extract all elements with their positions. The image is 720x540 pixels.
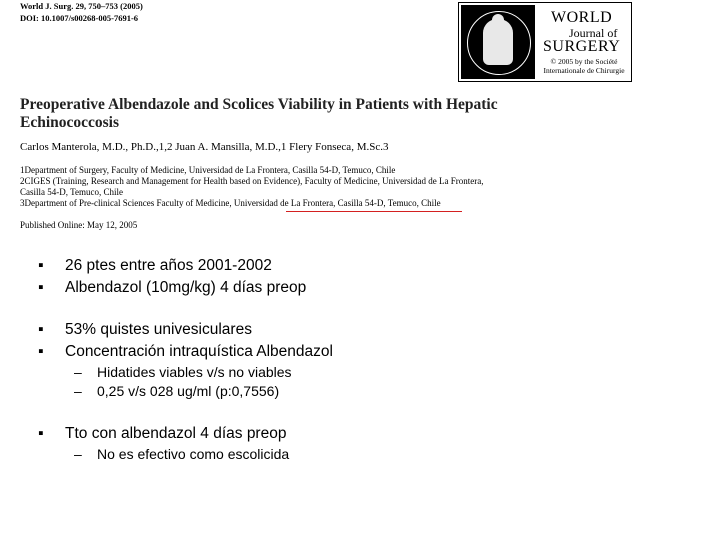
bullet-text: 53% quistes univesiculares	[65, 321, 252, 338]
logo-word-surgery: SURGERY	[543, 38, 621, 55]
author-list: Carlos Manterola, M.D., Ph.D.,1,2 Juan A. Mansilla, M.D.,1 Flery Fonseca, M.Sc.3	[20, 141, 389, 153]
sub-bullet-text: No es efectivo como escolicida	[97, 446, 290, 462]
society-seal-icon	[461, 5, 535, 79]
bullet-marker-icon: ▪	[38, 343, 44, 360]
journal-citation: World J. Surg. 29, 750–753 (2005)	[20, 1, 143, 11]
article-title-line2: Echinococcosis	[20, 114, 120, 131]
logo-copyright-line2: Internationale de Chirurgie	[543, 66, 625, 75]
affiliation-3: 3Department of Pre-clinical Sciences Faculty of Medicine, Universidad de La Frontera, Casilla 54-D, Temuco, Chile	[20, 198, 441, 208]
journal-logo	[458, 2, 632, 82]
sub-bullet-text: Hidatides viables v/s no viables	[97, 364, 292, 380]
logo-copyright	[539, 57, 629, 75]
affiliation-2-cont: Casilla 54-D, Temuco, Chile	[20, 187, 123, 197]
affiliation-list	[20, 165, 560, 209]
highlight-underline	[286, 211, 462, 212]
sub-bullet-marker-icon: –	[74, 364, 82, 380]
journal-reference	[20, 0, 143, 24]
bullet-text: Tto con albendazol 4 días preop	[65, 425, 287, 442]
article-title	[20, 96, 580, 132]
article-title-line1: Preoperative Albendazole and Scolices Viability in Patients with Hepatic	[20, 96, 498, 113]
logo-copyright-line1: © 2005 by the Société	[550, 57, 618, 66]
logo-word-world: WORLD	[551, 9, 613, 26]
article-header-image	[0, 0, 642, 232]
affiliation-2: 2CIGES (Training, Research and Management for Health based on Evidence), Faculty of Medicine, Universidad de La Frontera,	[20, 176, 484, 186]
doi-line: DOI: 10.1007/s00268-005-7691-6	[20, 13, 139, 23]
bullet-marker-icon: ▪	[38, 279, 44, 296]
sub-bullet-marker-icon: –	[74, 383, 82, 399]
bullet-text: Concentración intraquística Albendazol	[65, 343, 333, 360]
sub-bullet-text: 0,25 v/s 028 ug/ml (p:0,7556)	[97, 383, 280, 399]
bullet-marker-icon: ▪	[38, 425, 44, 442]
bullet-marker-icon: ▪	[38, 257, 44, 274]
bullet-marker-icon: ▪	[38, 321, 44, 338]
affiliation-1: 1Department of Surgery, Faculty of Medicine, Universidad de La Frontera, Casilla 54-D, Temuco, Chile	[20, 165, 396, 175]
sub-bullet-marker-icon: –	[74, 446, 82, 462]
logo-word-journal-of: Journal of	[569, 26, 618, 40]
bullet-text: 26 ptes entre años 2001-2002	[65, 257, 272, 274]
published-date: Published Online: May 12, 2005	[20, 220, 138, 230]
bullet-text: Albendazol (10mg/kg) 4 días preop	[65, 279, 307, 296]
